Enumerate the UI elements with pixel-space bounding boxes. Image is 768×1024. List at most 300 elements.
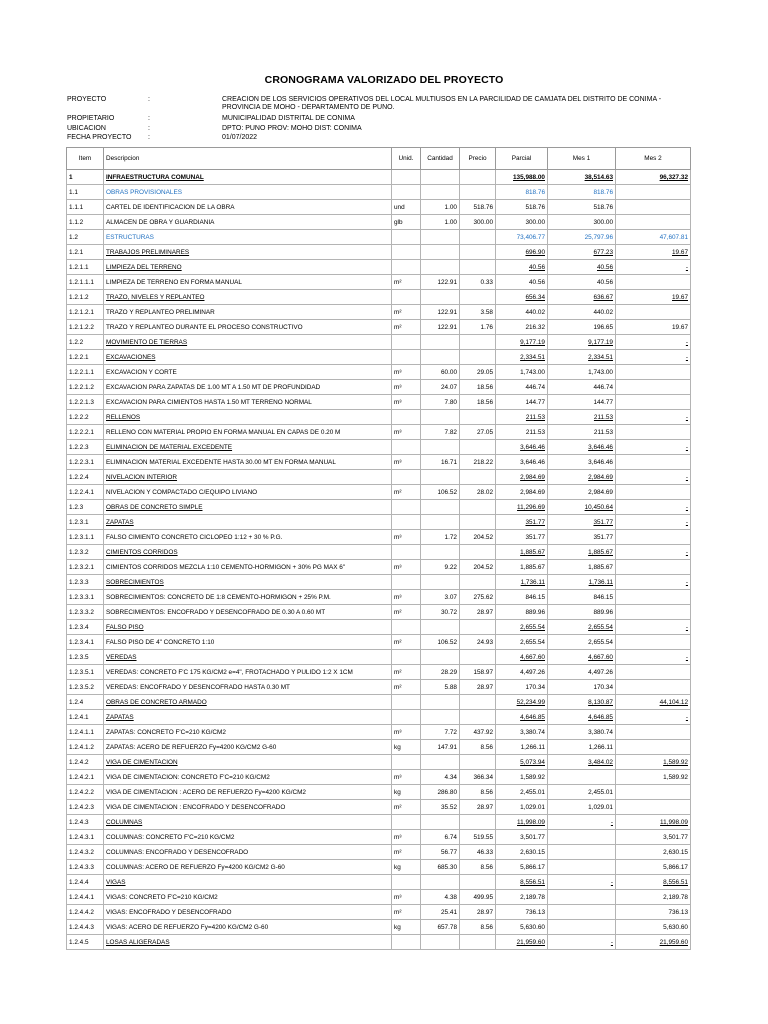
cell-month2 bbox=[616, 530, 691, 545]
cell-month2: - bbox=[616, 710, 691, 725]
cell-price: 1.76 bbox=[460, 320, 496, 335]
cell-unit: m³ bbox=[392, 395, 421, 410]
cell-price: 24.93 bbox=[460, 635, 496, 650]
table-row bbox=[67, 755, 691, 770]
cell-partial: 144.77 bbox=[496, 395, 548, 410]
cell-partial: 3,646.46 bbox=[496, 440, 548, 455]
table-row bbox=[67, 500, 691, 515]
cell-partial: 518.76 bbox=[496, 200, 548, 215]
cell-description: SOBRECIMIENTOS bbox=[104, 575, 392, 590]
cell-description: EXCAVACION Y CORTE bbox=[104, 365, 392, 380]
cell-month2 bbox=[616, 215, 691, 230]
cell-description: FALSO PISO bbox=[104, 620, 392, 635]
cell-quantity: 657.78 bbox=[421, 920, 460, 935]
cell-unit bbox=[392, 650, 421, 665]
cell-month2 bbox=[616, 560, 691, 575]
cell-quantity bbox=[421, 230, 460, 245]
cell-quantity bbox=[421, 500, 460, 515]
cell-partial: 211.53 bbox=[496, 410, 548, 425]
cell-quantity: 106.52 bbox=[421, 485, 460, 500]
cell-quantity: 147.91 bbox=[421, 740, 460, 755]
cell-month2: 47,607.81 bbox=[616, 230, 691, 245]
cell-quantity bbox=[421, 815, 460, 830]
table-row bbox=[67, 665, 691, 680]
cell-month2 bbox=[616, 635, 691, 650]
cell-unit bbox=[392, 245, 421, 260]
cell-price bbox=[460, 755, 496, 770]
cell-unit: und bbox=[392, 200, 421, 215]
cell-month2 bbox=[616, 275, 691, 290]
cell-month1: 846.15 bbox=[548, 590, 616, 605]
cell-description: VIGA DE CIMENTACION : ENCOFRADO Y DESENCOFRADO bbox=[104, 800, 392, 815]
date-colon: : bbox=[148, 134, 150, 141]
cell-description: FALSO PISO DE 4" CONCRETO 1:10 bbox=[104, 635, 392, 650]
cell-description: TRABAJOS PRELIMINARES bbox=[104, 245, 392, 260]
cell-price: 18.56 bbox=[460, 380, 496, 395]
table-row bbox=[67, 530, 691, 545]
cell-item: 1.2.4.5 bbox=[67, 935, 104, 950]
cell-partial: 8,556.51 bbox=[496, 875, 548, 890]
cell-unit: m³ bbox=[392, 380, 421, 395]
cell-month1: - bbox=[548, 875, 616, 890]
cell-quantity bbox=[421, 755, 460, 770]
cell-quantity: 56.77 bbox=[421, 845, 460, 860]
cell-unit: m² bbox=[392, 800, 421, 815]
cell-partial: 2,455.01 bbox=[496, 785, 548, 800]
cell-month1: 144.77 bbox=[548, 395, 616, 410]
table-row bbox=[67, 560, 691, 575]
cell-price: 46.33 bbox=[460, 845, 496, 860]
cell-price bbox=[460, 710, 496, 725]
cell-month1: 1,266.11 bbox=[548, 740, 616, 755]
cell-item: 1.2.2.2 bbox=[67, 410, 104, 425]
cell-partial: 4,646.85 bbox=[496, 710, 548, 725]
cell-partial: 1,736.11 bbox=[496, 575, 548, 590]
table-row bbox=[67, 275, 691, 290]
table-row bbox=[67, 650, 691, 665]
table-row bbox=[67, 200, 691, 215]
cell-price bbox=[460, 290, 496, 305]
cell-partial: 696.90 bbox=[496, 245, 548, 260]
cell-description: VEREDAS: ENCOFRADO Y DESENCOFRADO HASTA 0.30 MT bbox=[104, 680, 392, 695]
cell-description: COLUMNAS bbox=[104, 815, 392, 830]
date-label: FECHA PROYECTO bbox=[67, 134, 132, 141]
cell-quantity: 122.91 bbox=[421, 275, 460, 290]
cell-description: OBRAS PROVISIONALES bbox=[104, 185, 392, 200]
table-row bbox=[67, 260, 691, 275]
cell-unit: m³ bbox=[392, 425, 421, 440]
cell-month1: 10,450.64 bbox=[548, 500, 616, 515]
cell-month1: 818.76 bbox=[548, 185, 616, 200]
cell-quantity: 35.52 bbox=[421, 800, 460, 815]
cell-quantity bbox=[421, 515, 460, 530]
cell-quantity bbox=[421, 350, 460, 365]
location-label: UBICACION bbox=[67, 125, 106, 132]
cell-item: 1.2.3.1.1 bbox=[67, 530, 104, 545]
table-row bbox=[67, 590, 691, 605]
cell-item: 1.2.3.5 bbox=[67, 650, 104, 665]
cell-partial: 736.13 bbox=[496, 905, 548, 920]
cell-quantity: 24.07 bbox=[421, 380, 460, 395]
cell-month2: 8,556.51 bbox=[616, 875, 691, 890]
cell-month2: - bbox=[616, 575, 691, 590]
cell-month2: 44,104.12 bbox=[616, 695, 691, 710]
cell-description: VIGAS: CONCRETO F'C=210 KG/CM2 bbox=[104, 890, 392, 905]
cell-item: 1.2.2.1.1 bbox=[67, 365, 104, 380]
cell-partial: 4,667.60 bbox=[496, 650, 548, 665]
cell-partial: 9,177.19 bbox=[496, 335, 548, 350]
cell-partial: 170.34 bbox=[496, 680, 548, 695]
cell-month1 bbox=[548, 770, 616, 785]
cell-month1: 1,736.11 bbox=[548, 575, 616, 590]
cell-month2: 1,589.92 bbox=[616, 770, 691, 785]
cell-month1: 518.76 bbox=[548, 200, 616, 215]
cell-description: VEREDAS: CONCRETO F'C 175 KG/CM2 e=4", FROTACHADO Y PULIDO 1:2 X 1CM bbox=[104, 665, 392, 680]
cell-unit bbox=[392, 875, 421, 890]
col-month1: Mes 1 bbox=[548, 148, 616, 170]
cell-month2 bbox=[616, 800, 691, 815]
cell-month1 bbox=[548, 905, 616, 920]
cell-quantity bbox=[421, 650, 460, 665]
cell-description: RELLENO CON MATERIAL PROPIO EN FORMA MANUAL EN CAPAS DE 0.20 M bbox=[104, 425, 392, 440]
cell-month2: 19.67 bbox=[616, 245, 691, 260]
cell-unit: m³ bbox=[392, 725, 421, 740]
project-value: CREACION DE LOS SERVICIOS OPERATIVOS DEL LOCAL MULTIUSOS EN LA PARCILIDAD DE CAMJATA DEL DISTRITO DE CONIMA - PROVINCIA DE MOHO - DEPARTAMENTO DE PUNO. bbox=[222, 96, 662, 111]
cell-unit: m³ bbox=[392, 365, 421, 380]
cell-month1: 1,885.67 bbox=[548, 560, 616, 575]
cell-partial: 3,646.46 bbox=[496, 455, 548, 470]
cell-partial: 889.96 bbox=[496, 605, 548, 620]
table-row bbox=[67, 440, 691, 455]
cell-partial: 351.77 bbox=[496, 515, 548, 530]
cell-quantity: 6.74 bbox=[421, 830, 460, 845]
cell-unit: m³ bbox=[392, 530, 421, 545]
cell-item: 1.2.4.2.3 bbox=[67, 800, 104, 815]
cell-month2: 19.67 bbox=[616, 320, 691, 335]
table-row bbox=[67, 575, 691, 590]
cell-item: 1.2.4.2.2 bbox=[67, 785, 104, 800]
table-row bbox=[67, 815, 691, 830]
cell-unit bbox=[392, 260, 421, 275]
owner-value: MUNICIPALIDAD DISTRITAL DE CONIMA bbox=[222, 115, 355, 122]
cell-month2: - bbox=[616, 470, 691, 485]
table-row bbox=[67, 830, 691, 845]
cell-item: 1.2.3.3.2 bbox=[67, 605, 104, 620]
cell-month2: 5,866.17 bbox=[616, 860, 691, 875]
cell-partial: 1,266.11 bbox=[496, 740, 548, 755]
cell-description: ZAPATAS: ACERO DE REFUERZO Fy=4200 KG/CM2 G-60 bbox=[104, 740, 392, 755]
cell-month2: 2,630.15 bbox=[616, 845, 691, 860]
cell-partial: 5,073.94 bbox=[496, 755, 548, 770]
cell-partial: 656.34 bbox=[496, 290, 548, 305]
cell-month1: 446.74 bbox=[548, 380, 616, 395]
cell-item: 1.2.2.3 bbox=[67, 440, 104, 455]
cell-quantity bbox=[421, 260, 460, 275]
table-row bbox=[67, 680, 691, 695]
page-title: CRONOGRAMA VALORIZADO DEL PROYECTO bbox=[264, 74, 504, 86]
cell-partial: 21,959.60 bbox=[496, 935, 548, 950]
cell-month2: - bbox=[616, 620, 691, 635]
cell-month2 bbox=[616, 785, 691, 800]
table-row bbox=[67, 875, 691, 890]
cell-description: VIGAS: ENCOFRADO Y DESENCOFRADO bbox=[104, 905, 392, 920]
cell-month1: 2,984.69 bbox=[548, 485, 616, 500]
cell-partial: 211.53 bbox=[496, 425, 548, 440]
cell-price bbox=[460, 875, 496, 890]
cell-month2 bbox=[616, 725, 691, 740]
cell-item: 1.1.1 bbox=[67, 200, 104, 215]
cell-quantity: 4.38 bbox=[421, 890, 460, 905]
cell-month2 bbox=[616, 605, 691, 620]
col-price: Precio bbox=[460, 148, 496, 170]
cell-month1: 636.67 bbox=[548, 290, 616, 305]
cell-quantity bbox=[421, 875, 460, 890]
cell-month2 bbox=[616, 680, 691, 695]
table-row bbox=[67, 635, 691, 650]
cell-month2: - bbox=[616, 350, 691, 365]
cell-item: 1.2.3.4 bbox=[67, 620, 104, 635]
table-row bbox=[67, 485, 691, 500]
table-row bbox=[67, 305, 691, 320]
cell-price bbox=[460, 695, 496, 710]
table-row bbox=[67, 170, 691, 185]
cell-price: 28.97 bbox=[460, 800, 496, 815]
cell-item: 1.2.1.2 bbox=[67, 290, 104, 305]
cell-item: 1.2.4.4.2 bbox=[67, 905, 104, 920]
cell-partial: 40.56 bbox=[496, 260, 548, 275]
cell-price bbox=[460, 815, 496, 830]
cell-description: VIGA DE CIMENTACION bbox=[104, 755, 392, 770]
cell-price: 3.58 bbox=[460, 305, 496, 320]
cell-unit bbox=[392, 185, 421, 200]
cell-partial: 2,655.54 bbox=[496, 635, 548, 650]
cell-unit bbox=[392, 335, 421, 350]
cell-price: 8.56 bbox=[460, 785, 496, 800]
cell-quantity bbox=[421, 935, 460, 950]
cell-item: 1.2.4.4.3 bbox=[67, 920, 104, 935]
cell-price: 29.05 bbox=[460, 365, 496, 380]
cell-month1: 1,885.67 bbox=[548, 545, 616, 560]
cell-unit: m³ bbox=[392, 830, 421, 845]
cell-description: SOBRECIMIENTOS: CONCRETO DE 1:8 CEMENTO-HORMIGON + 25% P.M. bbox=[104, 590, 392, 605]
cell-month2: - bbox=[616, 260, 691, 275]
cell-unit bbox=[392, 350, 421, 365]
cell-quantity bbox=[421, 695, 460, 710]
cell-unit bbox=[392, 290, 421, 305]
cell-price: 8.56 bbox=[460, 740, 496, 755]
cell-partial: 440.02 bbox=[496, 305, 548, 320]
cell-description: VIGA DE CIMENTACION: CONCRETO F'C=210 KG/CM2 bbox=[104, 770, 392, 785]
cell-month1: 40.56 bbox=[548, 275, 616, 290]
cell-month1: 351.77 bbox=[548, 515, 616, 530]
cell-unit bbox=[392, 440, 421, 455]
cell-month1 bbox=[548, 920, 616, 935]
cell-unit: m² bbox=[392, 320, 421, 335]
cell-month2: - bbox=[616, 335, 691, 350]
cell-quantity: 7.72 bbox=[421, 725, 460, 740]
cell-price: 519.55 bbox=[460, 830, 496, 845]
cell-item: 1.2.4.3.1 bbox=[67, 830, 104, 845]
cell-month1: 2,655.54 bbox=[548, 620, 616, 635]
cell-month1: 2,984.69 bbox=[548, 470, 616, 485]
cell-partial: 1,885.67 bbox=[496, 560, 548, 575]
owner-colon: : bbox=[148, 115, 150, 122]
cell-unit: m² bbox=[392, 485, 421, 500]
cell-month1: 2,334.51 bbox=[548, 350, 616, 365]
cell-unit: m³ bbox=[392, 590, 421, 605]
cell-unit: m² bbox=[392, 905, 421, 920]
cell-partial: 52,234.99 bbox=[496, 695, 548, 710]
cell-unit: m³ bbox=[392, 890, 421, 905]
cell-partial: 1,885.67 bbox=[496, 545, 548, 560]
cell-quantity: 7.80 bbox=[421, 395, 460, 410]
cell-price: 28.97 bbox=[460, 680, 496, 695]
cell-description: OBRAS DE CONCRETO SIMPLE bbox=[104, 500, 392, 515]
cell-unit bbox=[392, 545, 421, 560]
table-row bbox=[67, 185, 691, 200]
cell-description: COLUMNAS: ACERO DE REFUERZO Fy=4200 KG/CM2 G-60 bbox=[104, 860, 392, 875]
cell-partial: 3,380.74 bbox=[496, 725, 548, 740]
cell-partial: 2,189.78 bbox=[496, 890, 548, 905]
cell-price: 28.97 bbox=[460, 905, 496, 920]
cell-partial: 216.32 bbox=[496, 320, 548, 335]
cell-item: 1.2.2.4 bbox=[67, 470, 104, 485]
cell-month2 bbox=[616, 185, 691, 200]
cell-partial: 40.56 bbox=[496, 275, 548, 290]
table-row bbox=[67, 785, 691, 800]
cell-unit bbox=[392, 470, 421, 485]
cell-month2 bbox=[616, 485, 691, 500]
cell-price: 0.33 bbox=[460, 275, 496, 290]
cell-unit: kg bbox=[392, 920, 421, 935]
cell-quantity: 4.34 bbox=[421, 770, 460, 785]
cell-price bbox=[460, 620, 496, 635]
cell-quantity: 1.00 bbox=[421, 215, 460, 230]
cell-price bbox=[460, 230, 496, 245]
table-row bbox=[67, 605, 691, 620]
cell-description: ZAPATAS: CONCRETO F'C=210 KG/CM2 bbox=[104, 725, 392, 740]
cell-unit: m² bbox=[392, 275, 421, 290]
cell-price bbox=[460, 170, 496, 185]
cell-unit bbox=[392, 410, 421, 425]
cell-month2 bbox=[616, 395, 691, 410]
cell-price bbox=[460, 500, 496, 515]
cell-price: 218.22 bbox=[460, 455, 496, 470]
cell-month1: 1,029.01 bbox=[548, 800, 616, 815]
cell-month1: 300.00 bbox=[548, 215, 616, 230]
cell-partial: 1,743.00 bbox=[496, 365, 548, 380]
cell-item: 1.1 bbox=[67, 185, 104, 200]
cell-item: 1.2.4.3.3 bbox=[67, 860, 104, 875]
cell-month2: 3,501.77 bbox=[616, 830, 691, 845]
location-colon: : bbox=[148, 125, 150, 132]
cell-item: 1.2.4.3 bbox=[67, 815, 104, 830]
cell-unit: m² bbox=[392, 680, 421, 695]
cell-quantity bbox=[421, 710, 460, 725]
cell-partial: 446.74 bbox=[496, 380, 548, 395]
cell-month1: 3,646.46 bbox=[548, 455, 616, 470]
cell-month2: - bbox=[616, 515, 691, 530]
cell-month2: - bbox=[616, 650, 691, 665]
cell-description: TRAZO Y REPLANTEO DURANTE EL PROCESO CONSTRUCTIVO bbox=[104, 320, 392, 335]
cell-item: 1.2.1 bbox=[67, 245, 104, 260]
table-row bbox=[67, 710, 691, 725]
cell-partial: 300.00 bbox=[496, 215, 548, 230]
cell-month1: 38,514.63 bbox=[548, 170, 616, 185]
cell-item: 1.2.2.1.2 bbox=[67, 380, 104, 395]
cell-quantity: 685.30 bbox=[421, 860, 460, 875]
table-row bbox=[67, 455, 691, 470]
cell-partial: 11,998.09 bbox=[496, 815, 548, 830]
cell-month2: 11,998.09 bbox=[616, 815, 691, 830]
table-row bbox=[67, 320, 691, 335]
cell-description: VIGA DE CIMENTACION : ACERO DE REFUERZO Fy=4200 KG/CM2 bbox=[104, 785, 392, 800]
cell-price: 204.52 bbox=[460, 530, 496, 545]
cell-description: ELIMINACION DE MATERIAL EXCEDENTE bbox=[104, 440, 392, 455]
cell-month2 bbox=[616, 740, 691, 755]
cell-description: SOBRECIMIENTOS: ENCOFRADO Y DESENCOFRADO DE 0.30 A 0.60 MT bbox=[104, 605, 392, 620]
cell-month1: 25,797.96 bbox=[548, 230, 616, 245]
table-row bbox=[67, 695, 691, 710]
cell-price bbox=[460, 335, 496, 350]
cell-partial: 2,655.54 bbox=[496, 620, 548, 635]
cell-month1: 677.23 bbox=[548, 245, 616, 260]
col-unit: Unid. bbox=[392, 148, 421, 170]
cell-month2: - bbox=[616, 440, 691, 455]
cell-partial: 351.77 bbox=[496, 530, 548, 545]
table-row bbox=[67, 860, 691, 875]
cell-month2 bbox=[616, 590, 691, 605]
cell-item: 1.2.4.4.1 bbox=[67, 890, 104, 905]
cell-quantity: 7.82 bbox=[421, 425, 460, 440]
date-value: 01/07/2022 bbox=[222, 134, 258, 141]
cell-description: OBRAS DE CONCRETO ARMADO bbox=[104, 695, 392, 710]
cell-quantity: 3.07 bbox=[421, 590, 460, 605]
cell-description: CIMIENTOS CORRIDOS bbox=[104, 545, 392, 560]
cell-unit: glb bbox=[392, 215, 421, 230]
cell-unit: m² bbox=[392, 305, 421, 320]
col-description: Descripcion bbox=[104, 148, 392, 170]
cell-item: 1.2.2.1.3 bbox=[67, 395, 104, 410]
cell-price bbox=[460, 935, 496, 950]
cell-item: 1.2.3.4.1 bbox=[67, 635, 104, 650]
cell-quantity: 122.91 bbox=[421, 305, 460, 320]
cell-quantity: 122.91 bbox=[421, 320, 460, 335]
cell-quantity: 1.72 bbox=[421, 530, 460, 545]
cell-partial: 11,296.69 bbox=[496, 500, 548, 515]
table-header-row bbox=[67, 148, 691, 170]
table-row bbox=[67, 425, 691, 440]
cell-quantity: 30.72 bbox=[421, 605, 460, 620]
cell-quantity bbox=[421, 170, 460, 185]
cell-unit: kg bbox=[392, 860, 421, 875]
cell-unit bbox=[392, 575, 421, 590]
cell-price bbox=[460, 350, 496, 365]
table-row bbox=[67, 740, 691, 755]
cell-price: 499.95 bbox=[460, 890, 496, 905]
table-row bbox=[67, 350, 691, 365]
table-row bbox=[67, 515, 691, 530]
cell-quantity bbox=[421, 245, 460, 260]
cell-partial: 2,984.69 bbox=[496, 485, 548, 500]
cell-unit: m³ bbox=[392, 770, 421, 785]
cell-month1: 3,646.46 bbox=[548, 440, 616, 455]
cell-price: 28.97 bbox=[460, 605, 496, 620]
cell-price bbox=[460, 410, 496, 425]
cell-unit bbox=[392, 230, 421, 245]
cell-price bbox=[460, 260, 496, 275]
cell-month2 bbox=[616, 305, 691, 320]
